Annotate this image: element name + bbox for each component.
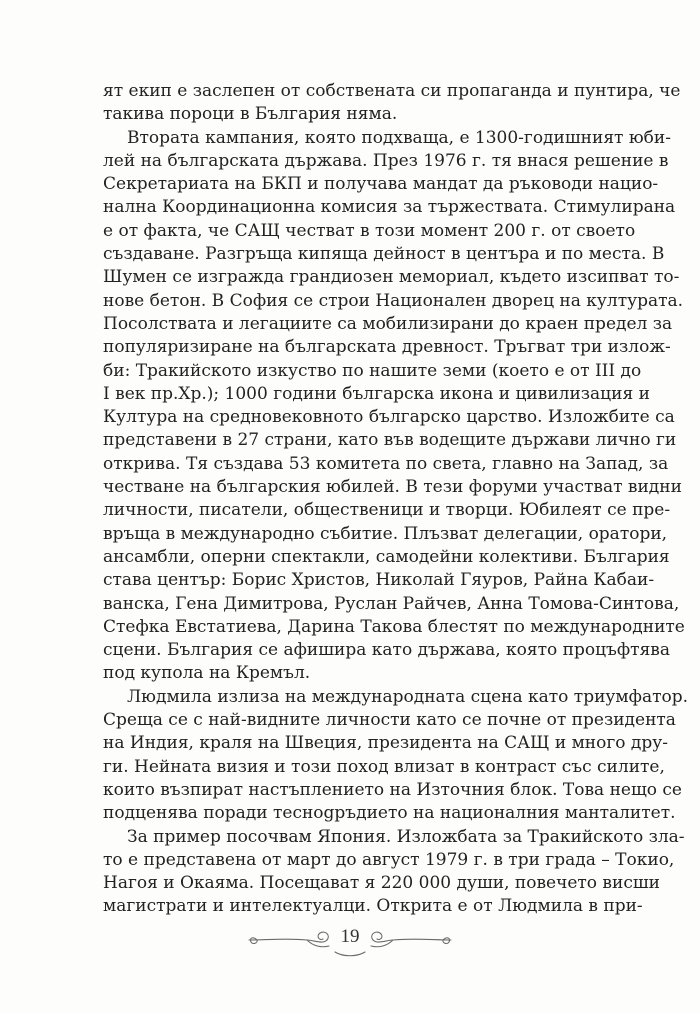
- text-line: Посолствата и легациите са мобилизирани до краен предел за: [103, 313, 673, 334]
- text-line: на Индия, краля на Швеция, президента на САЩ и много дру-: [103, 733, 669, 754]
- text-line: За пример посочвам Япония. Изложбата за Тракийското зла-: [127, 826, 685, 847]
- text-line: Шумен се изгражда грандиозен мемориал, където изсипват то-: [103, 267, 680, 288]
- text-line: е от факта, че САЩ честват в този момент 200 г. от своето: [103, 220, 636, 241]
- text-line: нална Координационна комисия за тържествата. Стимулирана: [103, 197, 676, 218]
- page-number: 19: [340, 926, 360, 947]
- text-line: лей на българската държава. През 1976 г. тя внася решение в: [103, 150, 669, 171]
- text-line: Култура на средновековното българско царство. Изложбите са: [103, 407, 675, 428]
- text-line: Среща се с най-видните личности като се почне от президента: [103, 710, 676, 731]
- text-line: които възпират настъплението на Източния блок. Това нещо се: [103, 779, 682, 800]
- text-line: Секретариата на БКП и получава мандат да ръководи нацио-: [103, 174, 659, 195]
- text-line: I век пр.Хр.); 1000 години българска икона и цивилизация и: [103, 383, 650, 404]
- text-line: честване на българския юбилей. В тези форуми участват видни: [103, 477, 682, 498]
- body-text: [103, 80, 689, 919]
- text-line: създаване. Разгръща кипяща дейност в центъра и по места. В: [103, 244, 665, 265]
- text-line: популяризиране на българската древност. Тръгват три излож-: [103, 337, 671, 358]
- text-line: под купола на Кремъл.: [103, 663, 311, 684]
- text-line: ят екип е заслепен от собствената си пропаганда и пунтира, че: [103, 81, 681, 101]
- text-line: сцени. България се афишира като държава, която процъфтява: [103, 640, 671, 661]
- text-line: представени в 27 страни, като във водещите държави лично ги: [103, 430, 677, 451]
- text-line: такива пороци в България няма.: [103, 104, 398, 125]
- text-line: Людмила излиза на международната сцена като триумфатор.: [127, 686, 689, 707]
- text-line: Стефка Евстатиева, Дарина Такова блестят по международните: [103, 616, 685, 637]
- text-line: ванска, Гена Димитрова, Руслан Райчев, Анна Томова-Синтова,: [103, 593, 680, 614]
- text-line: нове бетон. В София се строи Национален дворец на културата.: [103, 290, 684, 311]
- text-line: личности, писатели, общественици и творци. Юбилеят се пре-: [103, 500, 671, 521]
- text-line: ансамбли, оперни спектакли, самодейни колективи. България: [103, 546, 670, 567]
- text-line: магистрати и интелектуалци. Открита е от Людмила в при-: [103, 896, 643, 917]
- text-line: би: Тракийското изкуство по нашите земи (което е от III до: [103, 360, 642, 381]
- text-line: подценява поради теснogръдието на националния манталитет.: [103, 803, 676, 824]
- text-line: става център: Борис Христов, Николай Гяуров, Райна Кабаи-: [103, 570, 655, 591]
- page-footer: [0, 920, 700, 960]
- text-line: Нагоя и Окаяма. Посещават я 220 000 души, повечето висши: [103, 873, 660, 894]
- text-line: Втората кампания, която подхваща, е 1300-годишният юби-: [127, 127, 671, 148]
- text-line: открива. Тя създава 53 комитета по света, главно на Запад, за: [103, 453, 669, 474]
- text-line: то е представена от март до август 1979 г. в три града – Токио,: [103, 849, 675, 870]
- text-line: ги. Нейната визия и този поход влизат в контраст със силите,: [103, 756, 665, 777]
- text-line: връща в международно събитие. Плъзват делегации, оратори,: [103, 523, 668, 544]
